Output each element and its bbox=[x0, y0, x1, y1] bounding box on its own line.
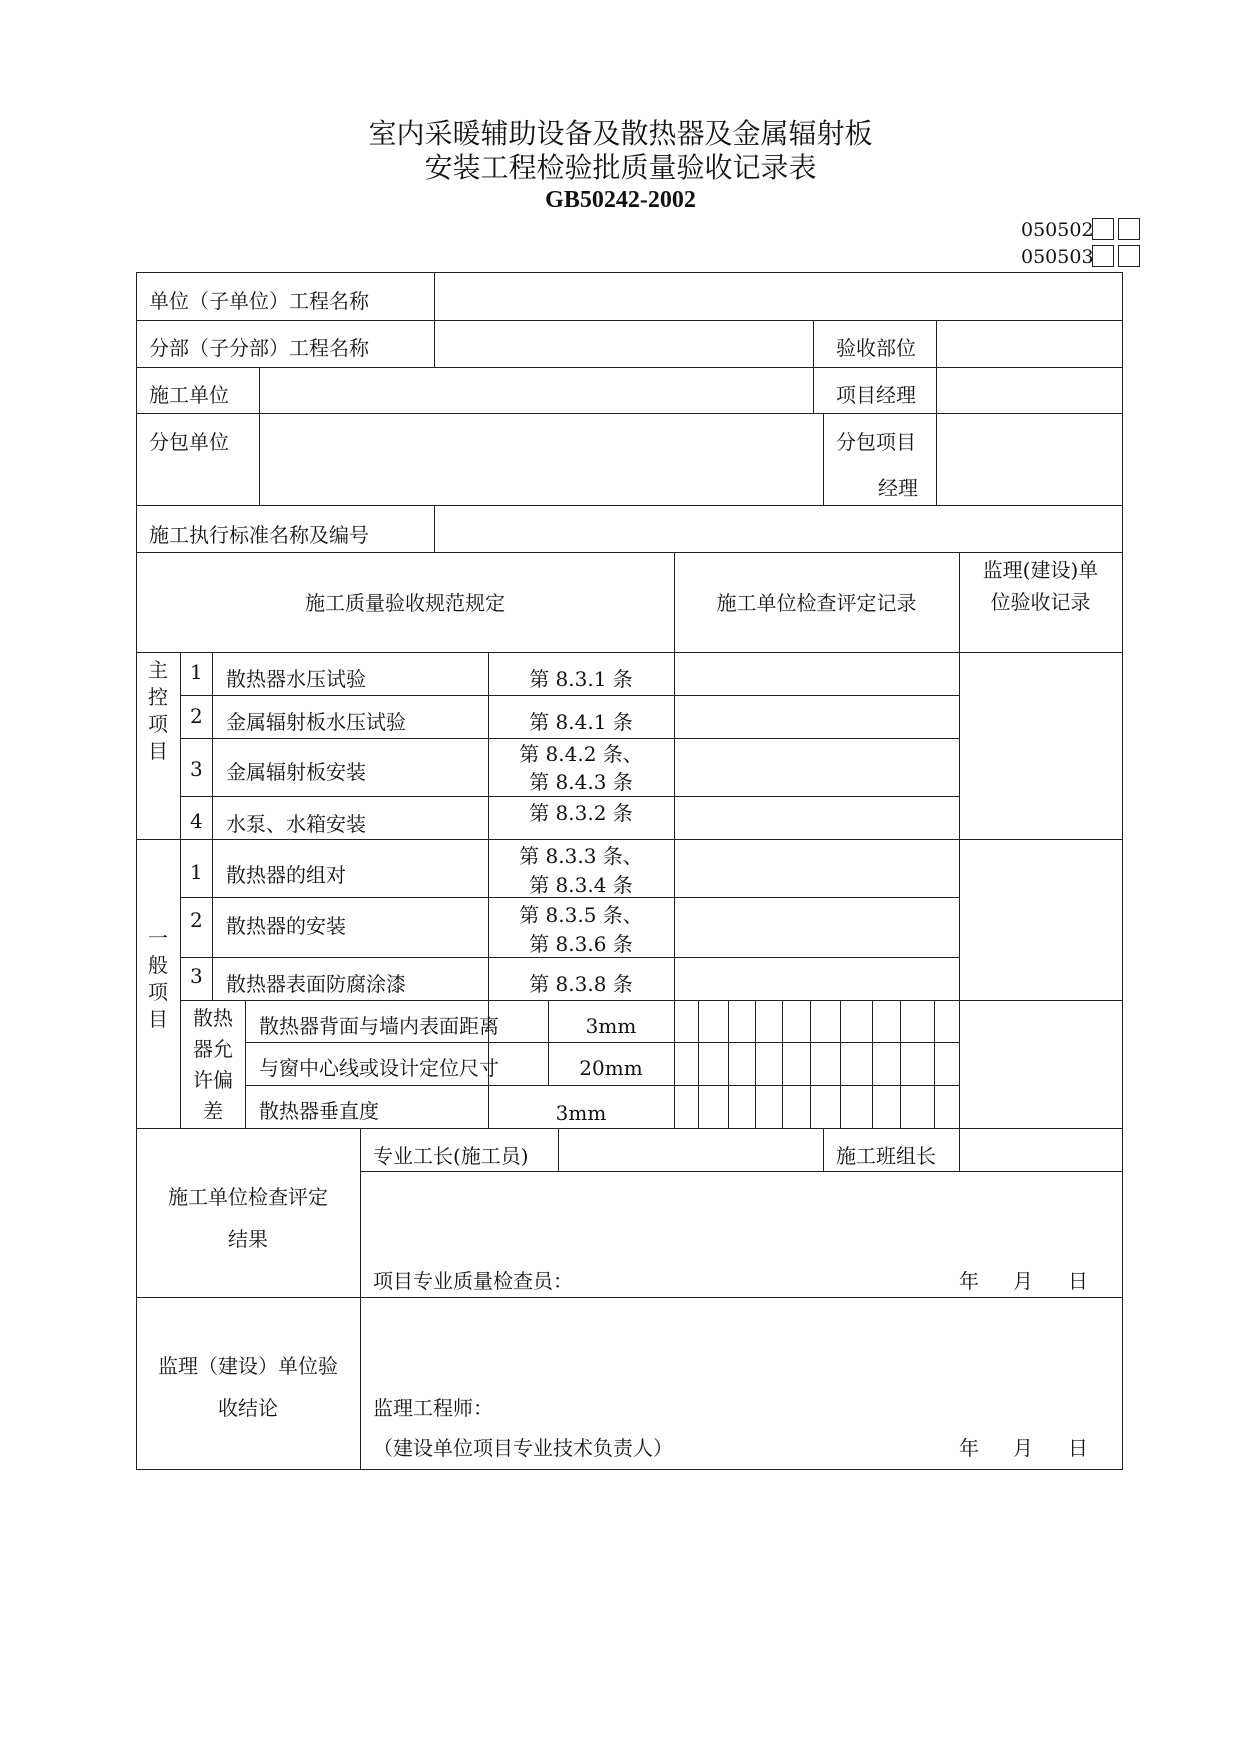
table-rule bbox=[674, 552, 675, 1000]
sub-pm-label-2: 经理 bbox=[878, 476, 918, 500]
row-clause: 第 8.3.8 条 bbox=[529, 972, 633, 996]
table-rule bbox=[259, 367, 260, 505]
row-number: 3 bbox=[190, 964, 203, 988]
deviation-item: 与窗中心线或设计定位尺寸 bbox=[259, 1056, 499, 1080]
table-rule bbox=[728, 1000, 729, 1128]
table-rule bbox=[136, 320, 1123, 321]
table-rule bbox=[698, 1000, 699, 1128]
date-month: 月 bbox=[1013, 1269, 1033, 1293]
form-title-line2: 安装工程检验批质量验收记录表 bbox=[424, 151, 817, 184]
deviation-group-label: 散热器允许偏差 bbox=[193, 1006, 233, 1123]
acceptance-part-label: 验收部位 bbox=[836, 336, 916, 360]
row-clause: 第 8.3.4 条 bbox=[529, 873, 633, 897]
row-number: 1 bbox=[190, 660, 203, 684]
row-number: 2 bbox=[190, 908, 203, 932]
table-rule bbox=[180, 957, 959, 958]
table-rule bbox=[959, 1128, 960, 1171]
row-clause: 第 8.4.3 条 bbox=[529, 770, 633, 794]
table-rule bbox=[674, 1000, 675, 1128]
team-leader-label: 施工班组长 bbox=[836, 1144, 936, 1168]
owner-representative-label: （建设单位项目专业技术负责人） bbox=[373, 1436, 673, 1460]
code-box[interactable] bbox=[1118, 218, 1140, 240]
table-rule bbox=[136, 1297, 1123, 1298]
foreman-label: 专业工长(施工员) bbox=[373, 1144, 529, 1168]
table-rule bbox=[959, 1000, 960, 1128]
table-rule bbox=[136, 272, 137, 1469]
row-clause: 第 8.3.1 条 bbox=[529, 667, 633, 691]
unit-project-label: 单位（子单位）工程名称 bbox=[149, 289, 369, 313]
table-rule bbox=[810, 1000, 811, 1128]
table-rule bbox=[180, 897, 959, 898]
contractor-label: 施工单位 bbox=[149, 383, 229, 407]
date-month: 月 bbox=[1013, 1436, 1033, 1460]
main-items-group-label: 主控项目 bbox=[148, 658, 168, 763]
table-rule bbox=[136, 367, 1123, 368]
table-rule bbox=[136, 1128, 1123, 1129]
table-rule bbox=[959, 552, 960, 1000]
table-rule bbox=[245, 1000, 246, 1128]
standard-code: GB50242-2002 bbox=[545, 187, 696, 213]
row-number: 2 bbox=[190, 704, 203, 728]
row-item: 金属辐射板安装 bbox=[226, 760, 366, 784]
date-day: 日 bbox=[1068, 1269, 1088, 1293]
row-clause: 第 8.3.3 条、 bbox=[519, 844, 643, 868]
table-rule bbox=[782, 1000, 783, 1128]
table-rule bbox=[434, 272, 435, 367]
table-rule bbox=[136, 839, 1123, 840]
contractor-result-label-1: 施工单位检查评定 bbox=[168, 1185, 328, 1209]
deviation-value: 20mm bbox=[579, 1056, 643, 1080]
table-rule bbox=[136, 552, 1123, 553]
table-rule bbox=[136, 652, 1123, 653]
table-rule bbox=[180, 738, 959, 739]
table-rule bbox=[180, 1000, 1123, 1001]
standard-label: 施工执行标准名称及编号 bbox=[149, 523, 369, 547]
supervising-engineer-label: 监理工程师： bbox=[373, 1396, 493, 1420]
sub-pm-label-1: 分包项目 bbox=[836, 430, 916, 454]
table-rule bbox=[245, 1085, 959, 1086]
table-rule bbox=[936, 320, 937, 505]
table-rule bbox=[813, 320, 814, 413]
spec-header: 施工质量验收规范规定 bbox=[305, 591, 505, 615]
supervisor-record-header-2: 位验收记录 bbox=[990, 590, 1091, 614]
date-year: 年 bbox=[959, 1436, 979, 1460]
row-item: 散热器的安装 bbox=[226, 914, 346, 938]
subcontractor-label: 分包单位 bbox=[149, 430, 229, 454]
contractor-result-label-2: 结果 bbox=[228, 1227, 268, 1251]
row-clause: 第 8.4.2 条、 bbox=[519, 742, 643, 766]
supervisor-result-label-1: 监理（建设）单位验 bbox=[158, 1354, 338, 1378]
table-rule bbox=[755, 1000, 756, 1128]
deviation-value: 3mm bbox=[555, 1101, 607, 1125]
date-day: 日 bbox=[1068, 1436, 1088, 1460]
date-year: 年 bbox=[959, 1269, 979, 1293]
project-manager-label: 项目经理 bbox=[836, 383, 916, 407]
table-rule bbox=[434, 505, 435, 552]
table-rule bbox=[180, 796, 959, 797]
supervisor-record-header-1: 监理(建设)单 bbox=[982, 558, 1099, 582]
table-rule bbox=[136, 413, 1123, 414]
row-item: 水泵、水箱安装 bbox=[226, 812, 366, 836]
row-clause: 第 8.4.1 条 bbox=[529, 710, 633, 734]
form-title-line1: 室内采暖辅助设备及散热器及金属辐射板 bbox=[368, 117, 873, 150]
table-rule bbox=[840, 1000, 841, 1128]
table-rule bbox=[823, 1128, 824, 1171]
row-item: 散热器表面防腐涂漆 bbox=[226, 972, 406, 996]
table-rule bbox=[1122, 272, 1123, 1469]
row-number: 1 bbox=[190, 860, 203, 884]
code-box[interactable] bbox=[1118, 245, 1140, 267]
general-items-group-label: 一般项目 bbox=[148, 926, 168, 1031]
form-code-2: 050503 bbox=[1021, 246, 1094, 268]
table-rule bbox=[558, 1128, 559, 1171]
row-clause: 第 8.3.6 条 bbox=[529, 932, 633, 956]
deviation-value: 3mm bbox=[585, 1014, 637, 1038]
row-clause: 第 8.3.2 条 bbox=[529, 801, 633, 825]
table-rule bbox=[360, 1171, 1123, 1172]
contractor-record-header: 施工单位检查评定记录 bbox=[716, 591, 917, 615]
code-box[interactable] bbox=[1092, 218, 1114, 240]
row-item: 散热器水压试验 bbox=[226, 667, 366, 691]
deviation-item: 散热器背面与墙内表面距离 bbox=[259, 1014, 499, 1038]
row-item: 金属辐射板水压试验 bbox=[226, 710, 406, 734]
code-box[interactable] bbox=[1092, 245, 1114, 267]
table-rule bbox=[823, 413, 824, 505]
form-code-1: 050502 bbox=[1021, 219, 1094, 241]
table-rule bbox=[872, 1000, 873, 1128]
table-rule bbox=[934, 1000, 935, 1128]
table-rule bbox=[900, 1000, 901, 1128]
table-rule bbox=[180, 695, 959, 696]
row-item: 散热器的组对 bbox=[226, 863, 346, 887]
table-rule bbox=[136, 1469, 1123, 1470]
table-rule bbox=[180, 652, 181, 1128]
table-rule bbox=[136, 505, 1123, 506]
row-number: 3 bbox=[190, 757, 203, 781]
table-rule bbox=[136, 272, 1123, 273]
table-rule bbox=[245, 1042, 959, 1043]
table-rule bbox=[212, 652, 213, 1000]
sub-project-label: 分部（子分部）工程名称 bbox=[149, 336, 369, 360]
deviation-item: 散热器垂直度 bbox=[259, 1099, 379, 1123]
row-clause: 第 8.3.5 条、 bbox=[519, 903, 643, 927]
row-number: 4 bbox=[190, 809, 203, 833]
supervisor-result-label-2: 收结论 bbox=[218, 1396, 278, 1420]
inspector-label: 项目专业质量检查员： bbox=[373, 1269, 573, 1293]
table-rule bbox=[360, 1128, 361, 1469]
